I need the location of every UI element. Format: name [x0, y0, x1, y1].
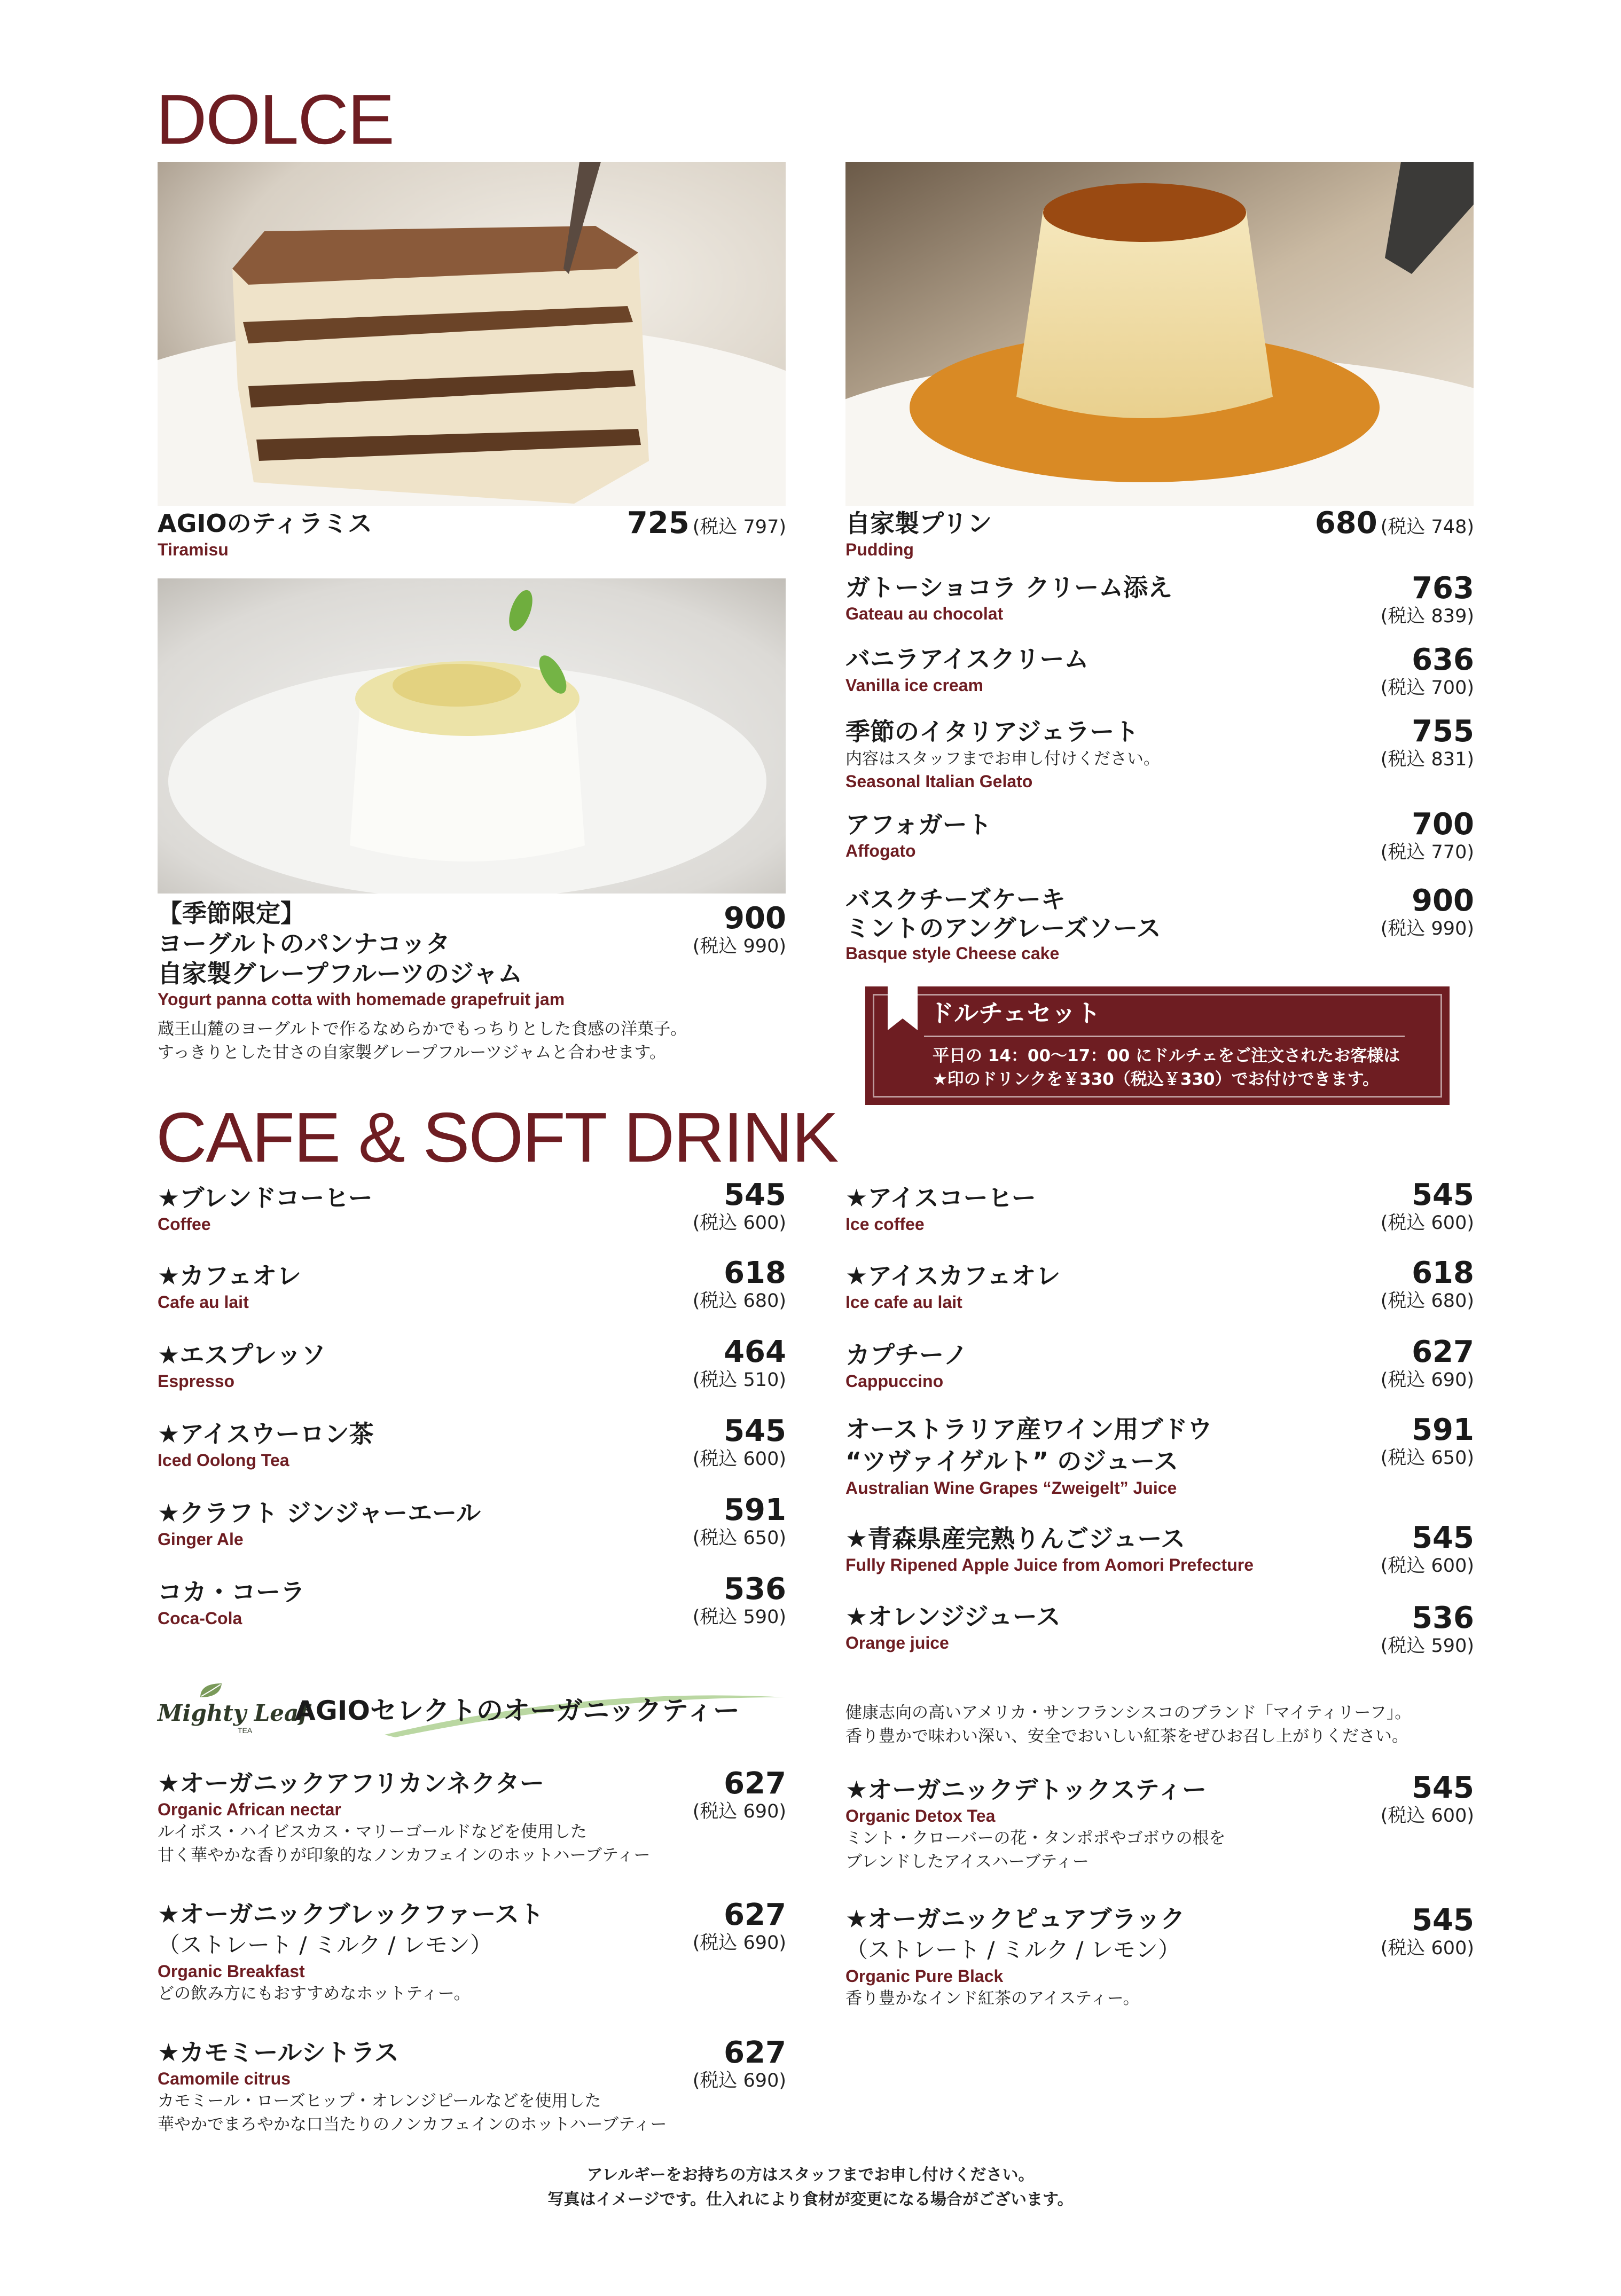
- drink-price: 591: [724, 1493, 786, 1527]
- chocolat-tax: (税込 839): [1380, 606, 1474, 627]
- tiramisu-en: Tiramisu: [158, 540, 229, 559]
- affogato-name: アフォガート: [845, 810, 992, 839]
- tiramisu-price: 725: [627, 506, 690, 540]
- drink-en: Ginger Ale: [158, 1530, 244, 1549]
- mighty-leaf-logo-text: Mighty Leaf: [158, 1700, 309, 1726]
- detox-price: 545: [1412, 1770, 1474, 1805]
- drink-tax: (税込 600): [692, 1448, 786, 1470]
- breakfast-tax: (税込 690): [692, 1932, 786, 1954]
- dolce-set-line-1: 平日の 14：00～17：00 にドルチェをご注文されたお客様は: [933, 1046, 1400, 1065]
- drink-en: Cappuccino: [845, 1372, 944, 1391]
- breakfast-price: 627: [724, 1898, 786, 1932]
- african-name: ★オーガニックアフリカンネクター: [158, 1769, 544, 1798]
- camomile-en: Camomile citrus: [158, 2069, 291, 2088]
- pudding-name: 自家製プリン: [845, 509, 992, 538]
- tea-intro-1: 健康志向の高いアメリカ・サンフランシスコのブランド「マイティリーフ」。: [845, 1703, 1412, 1722]
- pannacotta-name-1: ヨーグルトのパンナコッタ: [158, 929, 450, 958]
- tea-intro-2: 香り豊かで味わい深い、安全でおいしい紅茶をぜひお召し上がりください。: [845, 1727, 1408, 1746]
- drink-en: Coffee: [158, 1214, 211, 1234]
- mighty-leaf-logo-sub: TEA: [238, 1726, 253, 1735]
- footer-photo-note: 写真はイメージです。仕入れにより食材が変更になる場合がございます。: [547, 2190, 1074, 2209]
- mighty-leaf-logo: [158, 1681, 309, 1740]
- african-price: 627: [724, 1766, 786, 1801]
- camomile-price: 627: [724, 2035, 786, 2070]
- drink-en: Espresso: [158, 1372, 235, 1391]
- drink-name: ★アイスコーヒー: [845, 1184, 1036, 1212]
- dolce-set-title: ドルチェセット: [929, 999, 1101, 1028]
- african-desc-1: ルイボス・ハイビスカス・マリーゴールドなどを使用した: [158, 1822, 587, 1841]
- drink-en: Coca-Cola: [158, 1609, 242, 1628]
- breakfast-en: Organic Breakfast: [158, 1962, 305, 1981]
- pureblack-name: ★オーガニックピュアブラック: [845, 1905, 1185, 1933]
- apple-price: 545: [1412, 1521, 1474, 1555]
- tiramisu-photo: [158, 162, 786, 506]
- chocolat-en: Gateau au chocolat: [845, 604, 1004, 623]
- drink-item: [158, 1498, 481, 1550]
- basque-name-2: ミントのアングレーズソース: [845, 914, 1161, 943]
- drink-name: ★ブレンドコーヒー: [158, 1184, 373, 1212]
- pureblack-price: 545: [1412, 1903, 1474, 1938]
- african-tax: (税込 690): [692, 1801, 786, 1822]
- basque-price: 900: [1412, 883, 1474, 918]
- drink-en: Ice coffee: [845, 1214, 925, 1234]
- pureblack-en: Organic Pure Black: [845, 1966, 1004, 1986]
- vanilla-name: バニラアイスクリーム: [845, 645, 1089, 673]
- bookmark-icon: [888, 986, 918, 1030]
- drink-tax: (税込 680): [692, 1290, 786, 1312]
- drink-item: [845, 1182, 1036, 1235]
- tiramisu-tax: (税込 797): [692, 516, 786, 538]
- drink-price: 545: [724, 1414, 786, 1448]
- basque-name-1: バスクチーズケーキ: [845, 885, 1066, 914]
- camomile-tax: (税込 690): [692, 2070, 786, 2091]
- drink-price: 618: [1412, 1256, 1474, 1290]
- pudding-en: Pudding: [845, 540, 914, 559]
- drink-tax: (税込 680): [1380, 1290, 1474, 1312]
- drink-tax: (税込 510): [692, 1369, 786, 1391]
- affogato-tax: (税込 770): [1380, 842, 1474, 863]
- african-desc-2: 甘く華やかな香りが印象的なノンカフェインのホットハーブティー: [158, 1846, 651, 1865]
- drink-tax: (税込 650): [692, 1527, 786, 1549]
- footer-allergy: アレルギーをお持ちの方はスタッフまでお申し付けください。: [586, 2166, 1035, 2184]
- dolce-title: DOLCE: [156, 80, 394, 159]
- drink-tax: (税込 600): [1380, 1212, 1474, 1234]
- gelato-price: 755: [1412, 714, 1474, 749]
- gelato-tax: (税込 831): [1380, 749, 1474, 770]
- breakfast-sub: （ストレート / ミルク / レモン）: [158, 1932, 492, 1958]
- drink-name: ★アイスカフェオレ: [845, 1261, 1061, 1290]
- drink-price: 627: [1412, 1335, 1474, 1369]
- drink-tax: (税込 590): [692, 1607, 786, 1628]
- pannacotta-en: Yogurt panna cotta with homemade grapefruit jam: [158, 990, 565, 1009]
- basque-en: Basque style Cheese cake: [845, 944, 1060, 963]
- cafe-title: CAFE & SOFT DRINK: [156, 1098, 838, 1177]
- vanilla-price: 636: [1412, 642, 1474, 677]
- pannacotta-desc-2: すっきりとした甘さの自家製グレープフルーツジャムと合わせます。: [158, 1043, 667, 1062]
- detox-name: ★オーガニックデトックスティー: [845, 1775, 1207, 1804]
- drink-name: ★カフェオレ: [158, 1261, 301, 1290]
- pannacotta-name-2: 自家製グレープフルーツのジャム: [158, 959, 523, 988]
- drink-en: Ice cafe au lait: [845, 1292, 962, 1312]
- detox-en: Organic Detox Tea: [845, 1806, 996, 1825]
- drink-name: コカ・コーラ: [158, 1578, 305, 1607]
- pureblack-desc-1: 香り豊かなインド紅茶のアイスティー。: [845, 1989, 1140, 2008]
- pannacotta-tag: 【季節限定】: [158, 899, 305, 928]
- breakfast-desc-1: どの飲み方にもおすすめなホットティー。: [158, 1984, 471, 2003]
- pannacotta-tax: (税込 990): [692, 936, 786, 957]
- detox-desc-1: ミント・クローバーの花・タンポポやゴボウの根を: [845, 1829, 1226, 1848]
- basque-tax: (税込 990): [1380, 918, 1474, 939]
- vanilla-en: Vanilla ice cream: [845, 676, 983, 695]
- apple-name: ★青森県産完熟りんごジュース: [845, 1524, 1186, 1553]
- leaf-icon: [195, 1681, 227, 1701]
- orange-en: Orange juice: [845, 1633, 949, 1652]
- apple-en: Fully Ripened Apple Juice from Aomori Prefecture: [845, 1555, 1254, 1574]
- affogato-price: 700: [1412, 807, 1474, 842]
- drink-item: [158, 1419, 374, 1471]
- affogato-en: Affogato: [845, 841, 916, 860]
- detox-tax: (税込 600): [1380, 1805, 1474, 1827]
- drink-price: 536: [724, 1572, 786, 1607]
- drink-tax: (税込 600): [692, 1212, 786, 1234]
- pureblack-sub: （ストレート / ミルク / レモン）: [845, 1937, 1180, 1963]
- pudding-price: 680: [1314, 506, 1377, 540]
- pudding-photo: [845, 162, 1474, 506]
- drink-item: [158, 1339, 326, 1392]
- drink-tax: (税込 690): [1380, 1369, 1474, 1391]
- drink-price: 618: [724, 1256, 786, 1290]
- zweigelt-tax: (税込 650): [1380, 1447, 1474, 1469]
- dolce-set-line-2: ★印のドリンクを￥330（税込￥330）でお付けできます。: [933, 1070, 1380, 1089]
- zweigelt-price: 591: [1412, 1413, 1474, 1447]
- drink-en: Cafe au lait: [158, 1292, 249, 1312]
- drink-price: 464: [724, 1335, 786, 1369]
- orange-price: 536: [1412, 1601, 1474, 1635]
- drink-name: ★クラフト ジンジャーエール: [158, 1499, 481, 1527]
- apple-tax: (税込 600): [1380, 1555, 1474, 1577]
- drink-name: カプチーノ: [845, 1341, 968, 1369]
- tiramisu-name: AGIOのティラミス: [158, 509, 372, 538]
- drink-price: 545: [1412, 1178, 1474, 1212]
- zweigelt-name-1: オーストラリア産ワイン用ブドウ: [845, 1415, 1212, 1444]
- drink-en: Iced Oolong Tea: [158, 1451, 289, 1470]
- vanilla-tax: (税込 700): [1380, 677, 1474, 699]
- camomile-name: ★カモミールシトラス: [158, 2038, 399, 2067]
- african-en: Organic African nectar: [158, 1800, 341, 1819]
- drink-name: ★アイスウーロン茶: [158, 1420, 374, 1448]
- drink-item: [845, 1339, 968, 1392]
- panna-cotta-photo: [158, 578, 786, 894]
- pannacotta-price: 900: [724, 901, 786, 936]
- pureblack-tax: (税込 600): [1380, 1938, 1474, 1959]
- chocolat-price: 763: [1412, 571, 1474, 606]
- chocolat-name: ガトーショコラ クリーム添え: [845, 573, 1173, 602]
- detox-desc-2: ブレンドしたアイスハーブティー: [845, 1852, 1089, 1871]
- gelato-en: Seasonal Italian Gelato: [845, 772, 1033, 791]
- zweigelt-name-2: “ツヴァイゲルト” のジュース: [845, 1447, 1178, 1476]
- drink-item: [845, 1260, 1060, 1313]
- pannacotta-desc-1: 蔵王山麓のヨーグルトで作るなめらかでもっちりとした食感の洋菓子。: [158, 1020, 687, 1039]
- zweigelt-en: Australian Wine Grapes “Zweigelt” Juice: [845, 1478, 1177, 1498]
- dolce-set-box: [865, 986, 1450, 1105]
- drink-item: [158, 1260, 301, 1313]
- drink-price: 545: [724, 1178, 786, 1212]
- orange-tax: (税込 590): [1380, 1635, 1474, 1657]
- pudding-tax: (税込 748): [1380, 516, 1474, 538]
- orange-name: ★オレンジジュース: [845, 1602, 1061, 1631]
- drink-item: [158, 1577, 305, 1629]
- drink-name: ★エスプレッソ: [158, 1341, 326, 1369]
- breakfast-name: ★オーガニックブレックファースト: [158, 1900, 544, 1929]
- camomile-desc-1: カモミール・ローズヒップ・オレンジピールなどを使用した: [158, 2091, 601, 2111]
- camomile-desc-2: 華やかでまろやかな口当たりのノンカフェインのホットハーブティー: [158, 2115, 667, 2134]
- tea-header: AGIOセレクトのオーガニックティー: [295, 1695, 740, 1726]
- gelato-name: 季節のイタリアジェラート: [845, 717, 1139, 746]
- gelato-note: 内容はスタッフまでお申し付けください。: [845, 749, 1160, 769]
- drink-item: [158, 1182, 373, 1235]
